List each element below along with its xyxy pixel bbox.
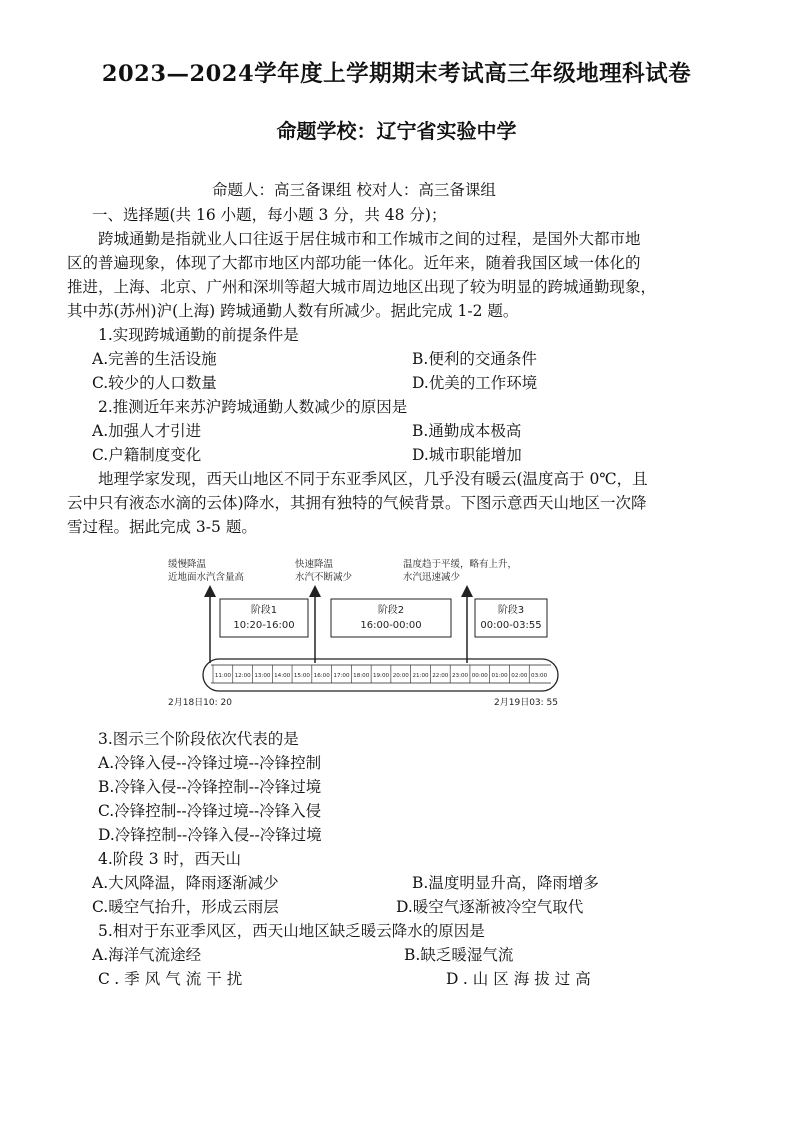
q3-option-d[interactable]: D.冷锋控制--冷锋入侵--冷锋过境: [98, 826, 322, 844]
material-1-line-1: 跨城通勤是指就业人口往返于居住城市和工作城市之间的过程，是国外大都市地: [98, 230, 641, 248]
timeline-hour-label: 11:00: [214, 673, 231, 679]
snowfall-process-diagram: [163, 555, 563, 710]
q1-stem: 1.实现跨城通勤的前提条件是: [98, 326, 299, 344]
note-3-line-1: 温度趋于平缓，略有上升，: [403, 559, 518, 570]
exam-title: 2023—2024学年度上学期期末考试高三年级地理科试卷: [101, 61, 692, 87]
note-2-line-1: 快速降温: [295, 559, 334, 570]
note-3-line-2: 水汽迅速减少: [403, 572, 461, 583]
q5-option-d[interactable]: D.山区海拔过高: [446, 970, 596, 988]
q5-stem: 5.相对于东亚季风区，西天山地区缺乏暖云降水的原因是: [98, 922, 485, 940]
timeline-hour-label: 01:00: [491, 673, 508, 679]
timeline-hour-label: 21:00: [412, 673, 429, 679]
q3-stem: 3.图示三个阶段依次代表的是: [98, 730, 299, 748]
material-1-line-3: 推进，上海、北京、广州和深圳等超大城市周边地区出现了较为明显的跨城通勤现象，: [67, 278, 657, 296]
timeline-hour-label: 19:00: [372, 673, 390, 679]
material-2-line-1: 地理学家发现，西天山地区不同于东亚季风区，几乎没有暖云(温度高于 0℃，且: [98, 470, 648, 488]
q3-option-a[interactable]: A.冷锋入侵--冷锋过境--冷锋控制: [98, 754, 322, 772]
timeline-hour-label: 12:00: [234, 673, 251, 679]
timeline-hour-label: 18:00: [353, 673, 370, 679]
timeline-end-label: 2月19日03: 55: [494, 698, 558, 708]
timeline-hour-label: 20:00: [392, 673, 409, 679]
q2-option-a[interactable]: A.加强人才引进: [92, 422, 202, 440]
note-1-line-1: 缓慢降温: [168, 559, 207, 570]
stage-2-name: 阶段2: [377, 605, 405, 616]
q4-option-a[interactable]: A.大风降温，降雨逐渐减少: [92, 874, 279, 892]
q3-option-c[interactable]: C.冷锋控制--冷锋过境--冷锋入侵: [98, 802, 322, 820]
q2-option-b[interactable]: B.通勤成本极高: [412, 422, 522, 440]
q1-option-a[interactable]: A.完善的生活设施: [92, 350, 217, 368]
timeline-hour-label: 14:00: [274, 673, 291, 679]
note-2-line-2: 水汽不断减少: [295, 572, 353, 583]
q2-option-c[interactable]: C.户籍制度变化: [92, 446, 202, 464]
q1-option-b[interactable]: B.便利的交通条件: [412, 350, 537, 368]
timeline-hour-label: 02:00: [511, 673, 528, 679]
timeline-hour-label: 00:00: [471, 673, 488, 679]
stage-1-name: 阶段1: [250, 605, 278, 616]
material-1-line-2: 区的普遍现象，体现了大都市地区内部功能一体化。近年来，随着我国区域一体化的: [67, 254, 641, 272]
exam-school: 命题学校：辽宁省实验中学: [276, 119, 517, 143]
stage-2-time: 16:00-00:00: [360, 620, 422, 631]
q5-option-a[interactable]: A.海洋气流途经: [92, 946, 202, 964]
q4-option-c[interactable]: C.暖空气抬升，形成云雨层: [92, 898, 279, 916]
timeline-hour-label: 17:00: [333, 673, 350, 679]
material-1-line-4: 其中苏(苏州)沪(上海) 跨城通勤人数有所减少。据此完成 1-2 题。: [67, 302, 519, 320]
exam-authors: 命题人：高三备课组 校对人：高三备课组: [212, 181, 496, 199]
q2-stem: 2.推测近年来苏沪跨城通勤人数减少的原因是: [98, 398, 408, 416]
q1-option-c[interactable]: C.较少的人口数量: [92, 374, 217, 392]
timeline-hour-label: 22:00: [432, 673, 449, 679]
timeline-hour-ticks: [213, 665, 548, 683]
stage-3-time: 00:00-03:55: [480, 620, 542, 631]
stage-1-time: 10:20-16:00: [233, 620, 295, 631]
q3-option-b[interactable]: B.冷锋入侵--冷锋控制--冷锋过境: [98, 778, 322, 796]
note-1-line-2: 近地面水汽含量高: [168, 572, 245, 583]
section-heading: 一、选择题(共 16 小题，每小题 3 分，共 48 分)；: [92, 206, 447, 224]
material-2-line-2: 云中只有液态水滴的云体)降水，其拥有独特的气候背景。下图示意西天山地区一次降: [67, 494, 647, 512]
q5-option-b[interactable]: B.缺乏暖湿气流: [404, 946, 514, 964]
timeline-hour-label: 23:00: [451, 673, 469, 679]
q4-option-d[interactable]: D.暖空气逐渐被冷空气取代: [396, 898, 584, 916]
timeline-hour-label: 13:00: [254, 673, 271, 679]
timeline-hour-label: 15:00: [293, 673, 311, 679]
q4-option-b[interactable]: B.温度明显升高，降雨增多: [412, 874, 599, 892]
q4-stem: 4.阶段 3 时，西天山: [98, 850, 242, 868]
material-2-line-3: 雪过程。据此完成 3-5 题。: [67, 518, 257, 536]
timeline-start-label: 2月18日10: 20: [168, 698, 232, 708]
timeline-hour-label: 16:00: [313, 673, 330, 679]
q1-option-d[interactable]: D.优美的工作环境: [412, 374, 538, 392]
q2-option-d[interactable]: D.城市职能增加: [412, 446, 522, 464]
q5-option-c[interactable]: C.季风气流干扰: [98, 970, 248, 988]
timeline-hour-label: 03:00: [531, 673, 548, 679]
stage-3-name: 阶段3: [497, 605, 525, 616]
